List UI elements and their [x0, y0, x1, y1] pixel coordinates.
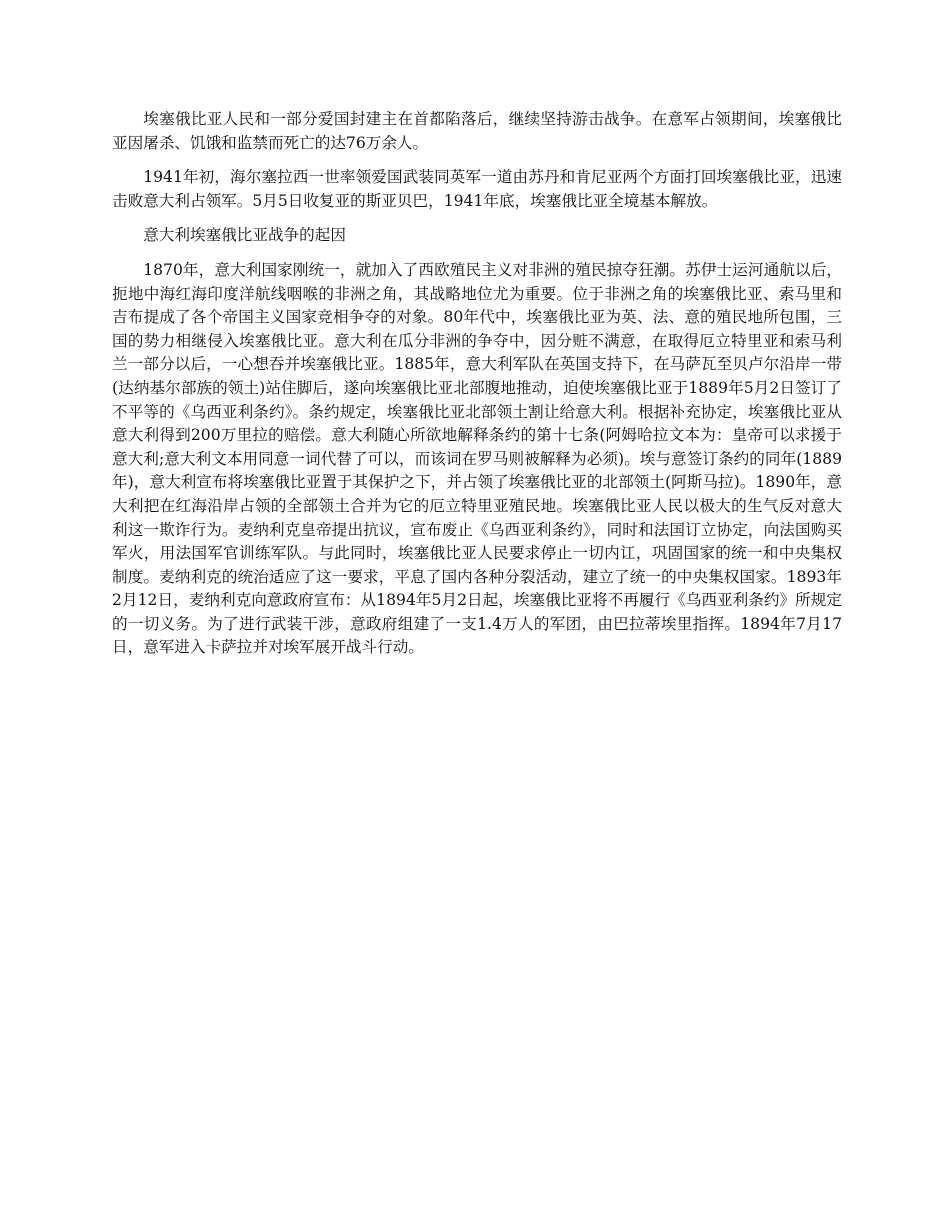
document-page	[112, 108, 842, 660]
section-heading-war-causes: 意大利埃塞俄比亚战争的起因	[143, 226, 346, 245]
paragraph-liberation-1941: 1941年初，海尔塞拉西一世率领爱国武装同英军一道由苏丹和肯尼亚两个方面打回埃塞俄比亚，迅速击败意大利占领军。5月5日收复亚的斯亚贝巴，1941年底，埃塞俄比亚全境基本解放。	[112, 168, 842, 210]
paragraph-war-origins: 1870年，意大利国家刚统一，就加入了西欧殖民主义对非洲的殖民掠夺狂潮。苏伊士运河通航以后，扼地中海红海印度洋航线咽喉的非洲之角，其战略地位尤为重要。位于非洲之角的埃塞俄比亚、索马里和吉布提成了各个帝国主义国家竞相争夺的对象。80年代中，埃塞俄比亚为英、法、意的殖民地所包围，三国的势力相继侵入埃塞俄比亚。意大利在瓜分非洲的争夺中，因分赃不满意，在取得厄立特里亚和索马利兰一部分以后，一心想吞并埃塞俄比亚。1885年，意大利军队在英国支持下，在马萨瓦至贝卢尔沿岸一带(达纳基尔部族的领土)站住脚后，遂向埃塞俄比亚北部腹地推动，迫使埃塞俄比亚于1889年5月2日签订了不平等的《乌西亚利条约》。条约规定，埃塞俄比亚北部领土割让给意大利。根据补充协定，埃塞俄比亚从意大利得到200万里拉的赔偿。意大利随心所欲地解释条约的第十七条(阿姆哈拉文本为：皇帝可以求援于意大利;意大利文本用同意一词代替了可以，而该词在罗马则被解释为必须)。埃与意签订条约的同年(1889年)，意大利宣布将埃塞俄比亚置于其保护之下，并占领了埃塞俄比亚的北部领土(阿斯马拉)。1890年，意大利把在红海沿岸占领的全部领土合并为它的厄立特里亚殖民地。埃塞俄比亚人民以极大的生气反对意大利这一欺诈行为。麦纳利克皇帝提出抗议，宣布废止《乌西亚利条约》，同时和法国订立协定，向法国购买军火，用法国军官训练军队。与此同时，埃塞俄比亚人民要求停止一切内讧，巩固国家的统一和中央集权制度。麦纳利克的统治适应了这一要求，平息了国内各种分裂活动，建立了统一的中央集权国家。1893年2月12日，麦纳利克向意政府宣布：从1894年5月2日起，埃塞俄比亚将不再履行《乌西亚利条约》所规定的一切义务。为了进行武装干涉，意政府组建了一支1.4万人的军团，由巴拉蒂埃里指挥。1894年7月17日，意军进入卡萨拉并对埃军展开战斗行动。	[112, 260, 842, 657]
paragraph-occupation-resistance: 埃塞俄比亚人民和一部分爱国封建主在首都陷落后，继续坚持游击战争。在意军占领期间，埃塞俄比亚因屠杀、饥饿和监禁而死亡的达76万余人。	[112, 110, 842, 152]
